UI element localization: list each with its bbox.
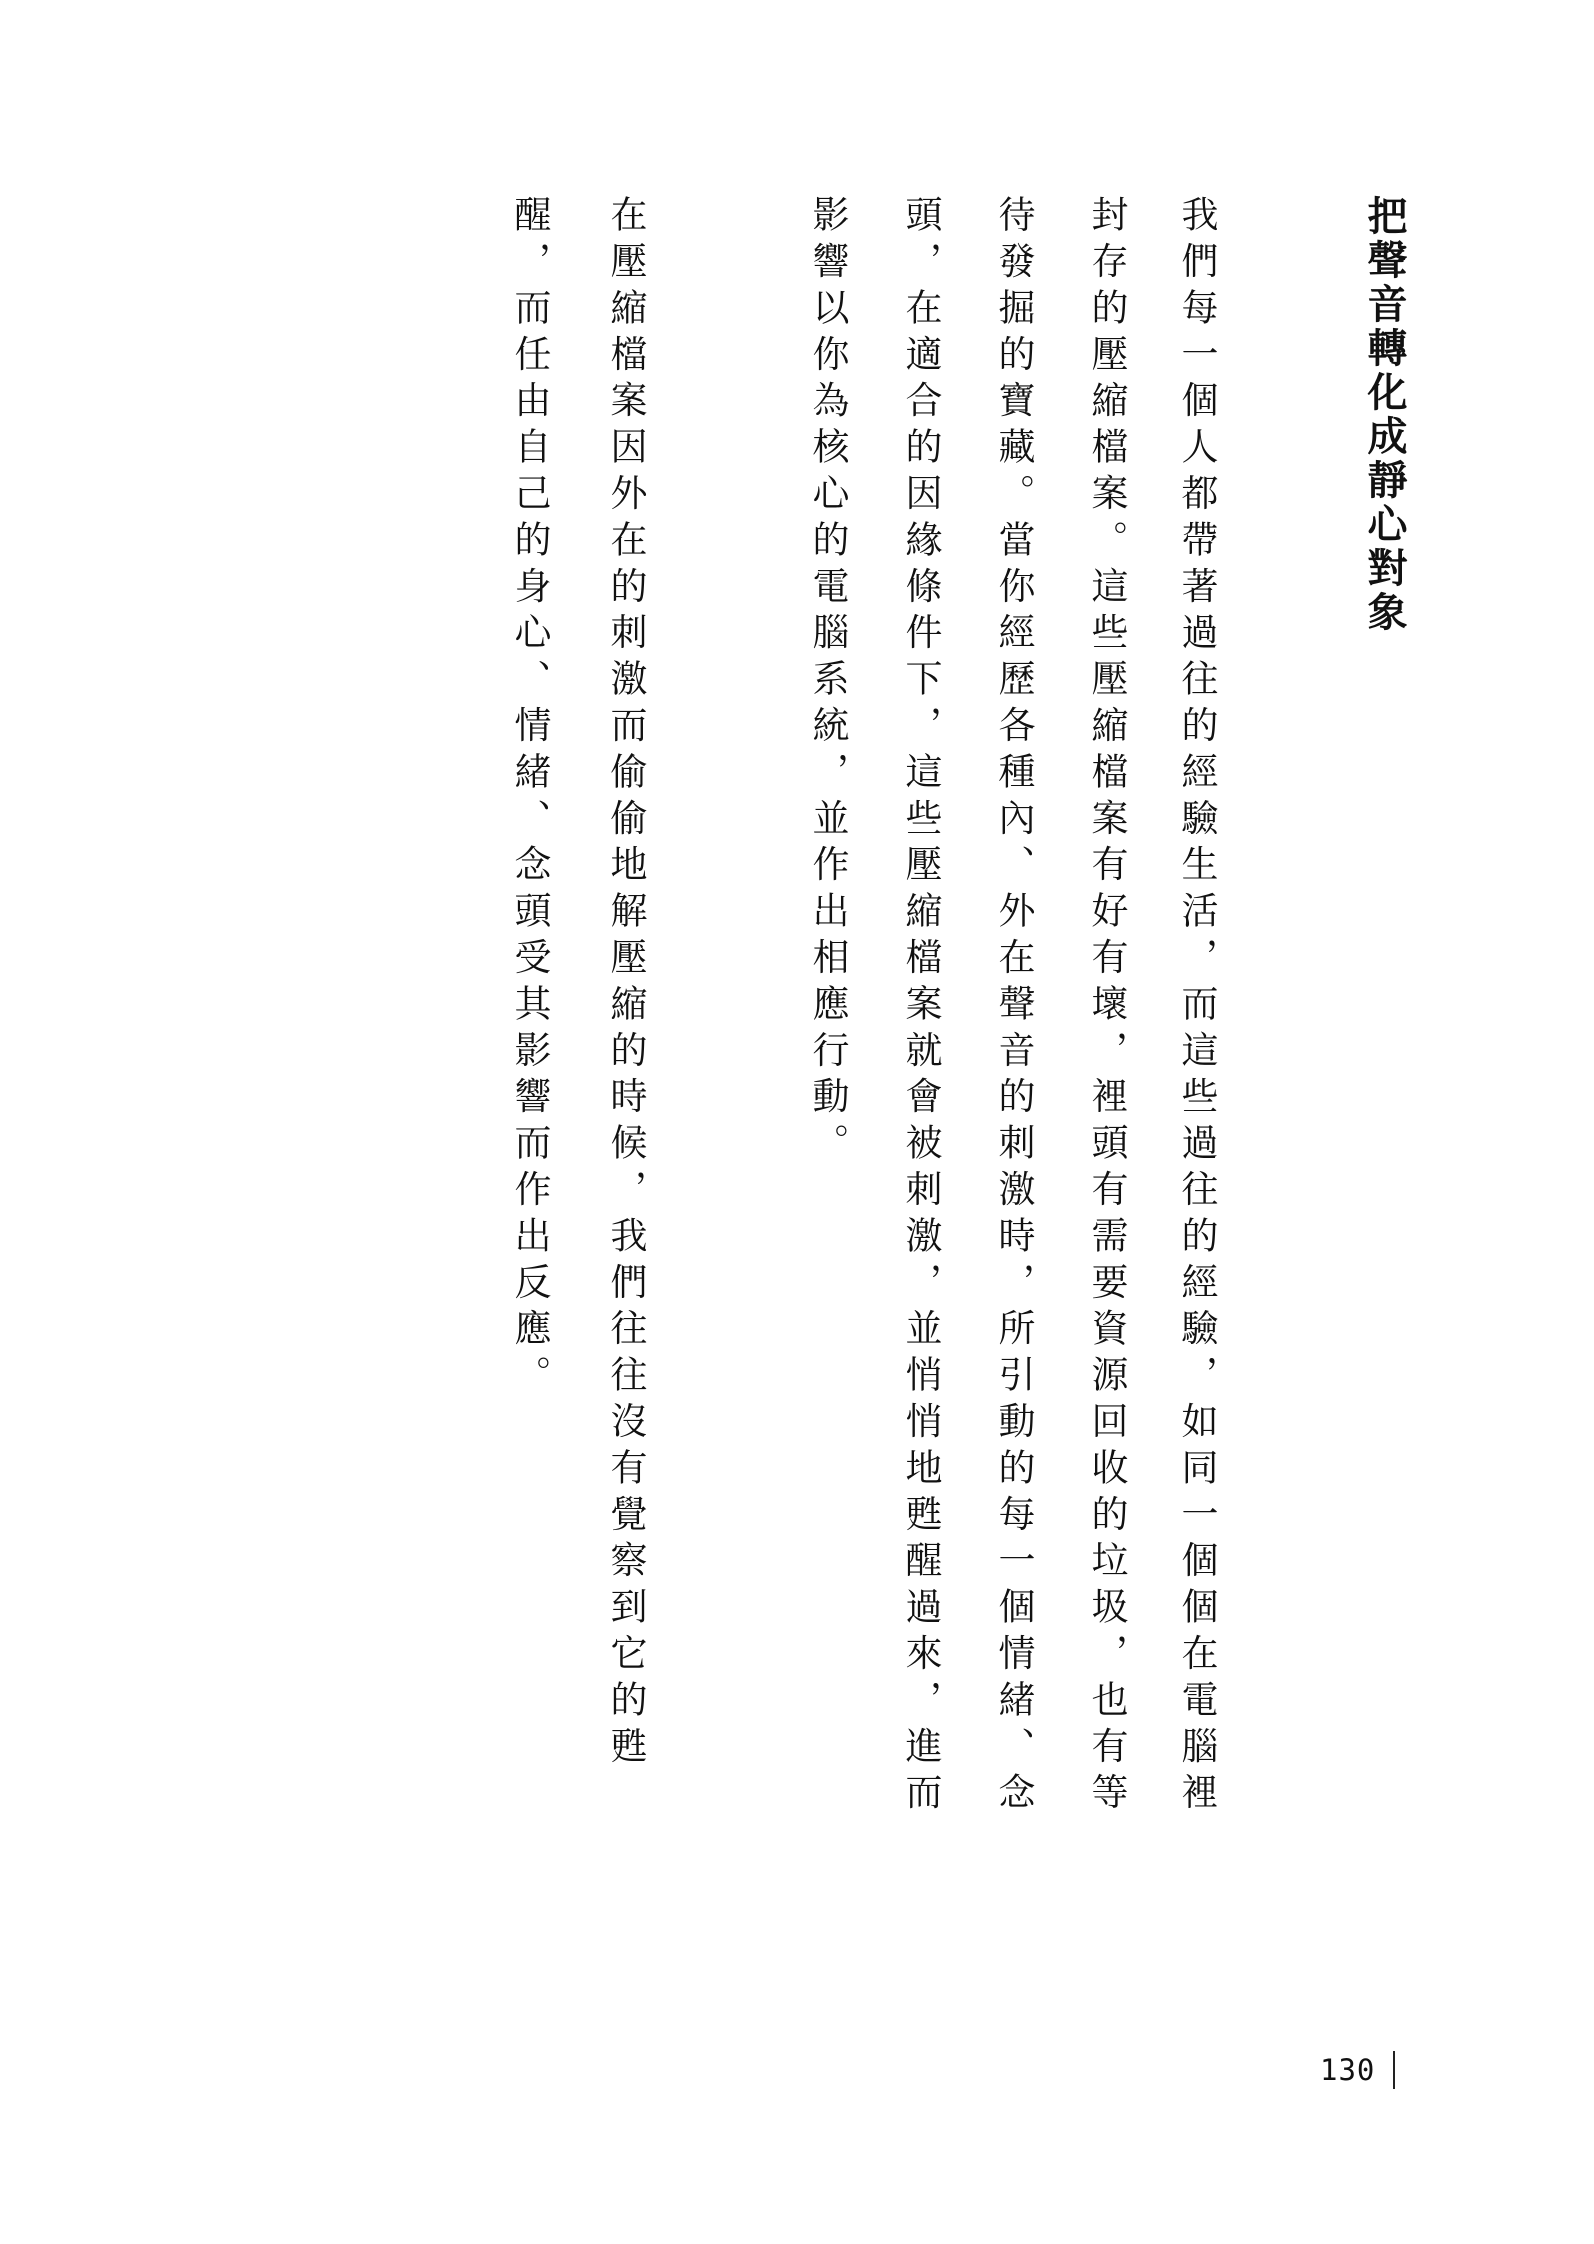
section-heading: 把聲音轉化成靜心對象	[1361, 195, 1407, 635]
text-column-1: 我們每一個人都帶著過往的經驗生活，而這些過往的經驗，如同一個個在電腦裡	[1175, 195, 1218, 1819]
text-column-3: 待發掘的寶藏。當你經歷各種內、外在聲音的刺激時，所引動的每一個情緒、念	[992, 195, 1035, 1819]
text-column-4: 頭，在適合的因緣條件下，這些壓縮檔案就會被刺激，並悄悄地甦醒過來，進而	[899, 195, 942, 1819]
text-column-7: 醒，而任由自己的身心、情緒、念頭受其影響而作出反應。	[508, 195, 551, 1402]
page-number: 130	[1320, 2053, 1376, 2087]
text-column-5: 影響以你為核心的電腦系統，並作出相應行動。	[806, 195, 849, 1170]
text-column-6: 在壓縮檔案因外在的刺激而偷偷地解壓縮的時候，我們往往沒有覺察到它的甦	[604, 195, 647, 1773]
page-number-divider	[1393, 2051, 1395, 2089]
page-footer	[1320, 2050, 1395, 2090]
text-column-2: 封存的壓縮檔案。這些壓縮檔案有好有壞，裡頭有需要資源回收的垃圾，也有等	[1085, 195, 1128, 1819]
